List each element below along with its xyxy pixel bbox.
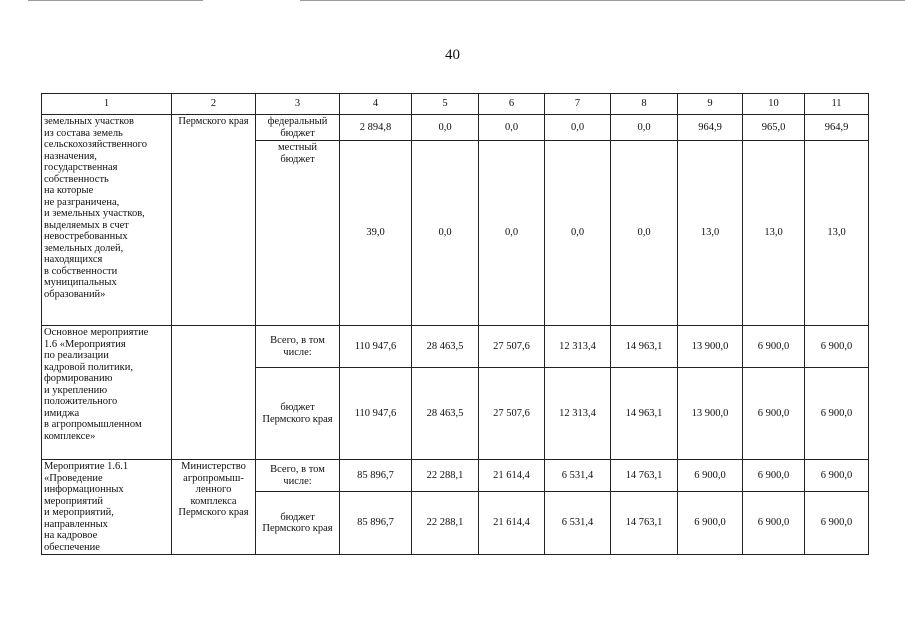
column-header-5: 5 bbox=[412, 94, 479, 115]
activity-description-cell: земельных участков из состава земель сельскохозяйственного назначения, государственная собственность на которые не разграничена, и земельных участков, выделяемых в счет невостребованных земельных долей, находящихся в собственности муниципальных образований» bbox=[42, 115, 172, 326]
funding-source-cell: Всего, в том числе: bbox=[256, 326, 340, 368]
activity-description-cell: Основное мероприятие 1.6 «Мероприятия по реализации кадровой политики, формированию и укреплению положительного имиджа в агропромышленном комплексе» bbox=[42, 326, 172, 460]
amount-cell-col-7: 6 531,4 bbox=[545, 492, 611, 555]
amount-cell-col-9: 6 900,0 bbox=[678, 460, 743, 492]
amount-cell-col-10: 6 900,0 bbox=[743, 368, 805, 460]
amount-cell-col-11: 6 900,0 bbox=[805, 460, 869, 492]
amount-cell-col-11: 6 900,0 bbox=[805, 326, 869, 368]
amount-cell-col-7: 0,0 bbox=[545, 141, 611, 326]
header-row bbox=[42, 94, 869, 115]
amount-cell-col-8: 0,0 bbox=[611, 141, 678, 326]
amount-cell-col-8: 14 763,1 bbox=[611, 460, 678, 492]
amount-cell-col-6: 21 614,4 bbox=[479, 492, 545, 555]
column-header-8: 8 bbox=[611, 94, 678, 115]
executor-cell: Пермского края bbox=[172, 115, 256, 326]
amount-cell-col-9: 13 900,0 bbox=[678, 368, 743, 460]
amount-cell-col-6: 27 507,6 bbox=[479, 326, 545, 368]
amount-cell-col-8: 14 763,1 bbox=[611, 492, 678, 555]
amount-cell-col-8: 0,0 bbox=[611, 115, 678, 141]
funding-source-cell: бюджет Пермского края bbox=[256, 368, 340, 460]
top-edge-line-left bbox=[28, 0, 203, 1]
amount-cell-col-8: 14 963,1 bbox=[611, 368, 678, 460]
table-row bbox=[42, 460, 869, 492]
funding-source-cell: Всего, в том числе: bbox=[256, 460, 340, 492]
amount-cell-col-4: 85 896,7 bbox=[340, 460, 412, 492]
amount-cell-col-11: 13,0 bbox=[805, 141, 869, 326]
column-header-9: 9 bbox=[678, 94, 743, 115]
amount-cell-col-4: 110 947,6 bbox=[340, 368, 412, 460]
amount-cell-col-6: 0,0 bbox=[479, 115, 545, 141]
amount-cell-col-4: 110 947,6 bbox=[340, 326, 412, 368]
executor-cell: Министерство агропромыш- ленного комплекса Пермского края bbox=[172, 460, 256, 555]
funding-source-cell: местный бюджет bbox=[256, 141, 340, 326]
amount-cell-col-5: 0,0 bbox=[412, 141, 479, 326]
column-header-6: 6 bbox=[479, 94, 545, 115]
amount-cell-col-9: 964,9 bbox=[678, 115, 743, 141]
amount-cell-col-4: 39,0 bbox=[340, 141, 412, 326]
amount-cell-col-9: 6 900,0 bbox=[678, 492, 743, 555]
amount-cell-col-10: 965,0 bbox=[743, 115, 805, 141]
page-number: 40 bbox=[445, 47, 460, 63]
amount-cell-col-5: 0,0 bbox=[412, 115, 479, 141]
amount-cell-col-7: 12 313,4 bbox=[545, 326, 611, 368]
amount-cell-col-5: 22 288,1 bbox=[412, 460, 479, 492]
column-header-1: 1 bbox=[42, 94, 172, 115]
amount-cell-col-8: 14 963,1 bbox=[611, 326, 678, 368]
column-header-10: 10 bbox=[743, 94, 805, 115]
column-header-11: 11 bbox=[805, 94, 869, 115]
executor-cell bbox=[172, 326, 256, 460]
amount-cell-col-4: 85 896,7 bbox=[340, 492, 412, 555]
amount-cell-col-6: 21 614,4 bbox=[479, 460, 545, 492]
amount-cell-col-10: 6 900,0 bbox=[743, 492, 805, 555]
column-header-4: 4 bbox=[340, 94, 412, 115]
amount-cell-col-6: 27 507,6 bbox=[479, 368, 545, 460]
table-row bbox=[42, 326, 869, 368]
amount-cell-col-9: 13 900,0 bbox=[678, 326, 743, 368]
funding-source-cell: бюджет Пермского края bbox=[256, 492, 340, 555]
table-body bbox=[42, 94, 869, 555]
amount-cell-col-5: 28 463,5 bbox=[412, 368, 479, 460]
amount-cell-col-7: 12 313,4 bbox=[545, 368, 611, 460]
amount-cell-col-9: 13,0 bbox=[678, 141, 743, 326]
amount-cell-col-4: 2 894,8 bbox=[340, 115, 412, 141]
amount-cell-col-10: 13,0 bbox=[743, 141, 805, 326]
amount-cell-col-7: 6 531,4 bbox=[545, 460, 611, 492]
activity-description-cell: Мероприятие 1.6.1 «Проведение информационных мероприятий и мероприятий, направленных на кадровое обеспечение bbox=[42, 460, 172, 555]
amount-cell-col-11: 964,9 bbox=[805, 115, 869, 141]
table-row bbox=[42, 115, 869, 141]
budget-table bbox=[41, 93, 869, 555]
amount-cell-col-11: 6 900,0 bbox=[805, 368, 869, 460]
amount-cell-col-7: 0,0 bbox=[545, 115, 611, 141]
amount-cell-col-10: 6 900,0 bbox=[743, 326, 805, 368]
column-header-3: 3 bbox=[256, 94, 340, 115]
column-header-2: 2 bbox=[172, 94, 256, 115]
column-header-7: 7 bbox=[545, 94, 611, 115]
amount-cell-col-11: 6 900,0 bbox=[805, 492, 869, 555]
amount-cell-col-5: 28 463,5 bbox=[412, 326, 479, 368]
funding-source-cell: федеральный бюджет bbox=[256, 115, 340, 141]
amount-cell-col-5: 22 288,1 bbox=[412, 492, 479, 555]
amount-cell-col-10: 6 900,0 bbox=[743, 460, 805, 492]
amount-cell-col-6: 0,0 bbox=[479, 141, 545, 326]
top-edge-line-right bbox=[300, 0, 905, 1]
